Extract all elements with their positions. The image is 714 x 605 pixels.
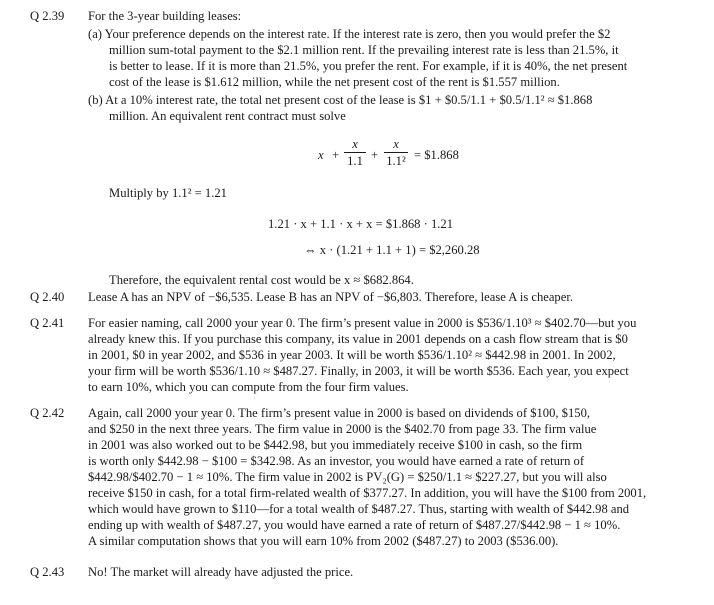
- eq1-numerator: x: [393, 137, 399, 151]
- eq1-numerator: x: [352, 137, 358, 151]
- question-label: Q 2.39: [30, 9, 65, 23]
- q239-conclusion: Therefore, the equivalent rental cost would be x ≈ $682.864.: [109, 273, 414, 287]
- q240-answer: Lease A has an NPV of −$6,535. Lease B has an NPV of −$6,803. Therefore, lease A is cheaper.: [88, 290, 573, 304]
- q241-line: already knew this. If you purchase this company, its value in 2001 depends on a cash flow stream that is $0: [88, 332, 628, 346]
- eq1-x: x: [318, 148, 324, 162]
- multiply-step: Multiply by 1.1² = 1.21: [109, 186, 227, 200]
- q239-a-line: (a) Your preference depends on the interest rate. If the interest rate is zero, then you would prefer the $2: [88, 27, 611, 41]
- q241-line: your firm will be worth $536/1.10 ≈ $487.27. Finally, in 2003, it will be worth $536. Each year, you expect: [88, 364, 629, 378]
- question-label: Q 2.43: [30, 565, 65, 579]
- q242-line: receive $150 in cash, for a total firm-related wealth of $377.27. In addition, you will have the $100 from 2001,: [88, 486, 647, 500]
- q239-intro: For the 3-year building leases:: [88, 9, 242, 23]
- q242-line: A similar computation shows that you will earn 10% from 2002 ($487.27) to 2003 ($536.00).: [88, 534, 559, 548]
- q239-a-line: is better to lease. If it is more than 21.5%, you prefer the rent. For example, if it is 40%, the net present: [109, 59, 628, 73]
- eq1-fraction-1: [344, 137, 366, 168]
- q242-line: is worth only $442.98 − $100 = $342.98. As an investor, you would have earned a rate of return of: [88, 454, 585, 468]
- q242-line: which would have grown to $110—for a total wealth of $487.27. Thus, starting with wealth of $442.98 and: [88, 502, 630, 516]
- q242-line: in 2001 was also worked out to be $442.98, but you immediately receive $100 in cash, so the firm: [88, 438, 583, 452]
- q243-answer: No! The market will already have adjusted the price.: [88, 565, 354, 579]
- q239-b-line: (b) At a 10% interest rate, the total net present cost of the lease is $1 + $0.5/1.1 + $0.5/1.1² ≈ $1.868: [88, 93, 593, 107]
- eq1-fraction-2: [384, 137, 408, 168]
- q242-line: Again, call 2000 your year 0. The firm’s present value in 2000 is based on dividends of $100, $150,: [88, 406, 591, 420]
- eq1-denominator: 1.1²: [386, 154, 406, 168]
- equation-2: 1.21 · x + 1.1 · x + x = $1.868 · 1.21: [268, 217, 454, 231]
- q242-line: $442.98/$402.70 − 1 ≈ 10%. The firm value in 2002 is PV₂(G) = $250/1.1 ≈ $227.27, but you will also: [88, 470, 607, 484]
- eq1-plus: +: [332, 148, 340, 162]
- q239-a-line: million sum-total payment to the $2.1 million rent. If the prevailing interest rate is less than 21.5%, it: [109, 43, 619, 57]
- question-label: Q 2.42: [30, 406, 65, 420]
- q241-line: to earn 10%, which you can compute from the four firm values.: [88, 380, 409, 394]
- question-label: Q 2.40: [30, 290, 65, 304]
- eq1-plus: +: [371, 148, 379, 162]
- question-label: Q 2.41: [30, 316, 65, 330]
- equation-3: ⇔ x · (1.21 + 1.1 + 1) = $2,260.28: [304, 243, 480, 257]
- q241-line: For easier naming, call 2000 your year 0. The firm’s present value in 2000 is $536/1.10³ ≈ $402.70—but you: [88, 316, 637, 330]
- q241-line: in 2001, $0 in year 2002, and $536 in year 2003. It will be worth $536/1.10² ≈ $442.98 in 2001. In 2002,: [88, 348, 616, 362]
- q242-line: ending up with wealth of $487.27, you would have earned a rate of return of $487.27/$442.98 − 1 ≈ 10%.: [88, 518, 621, 532]
- eq1-rhs: = $1.868: [414, 148, 459, 162]
- q239-a-line: cost of the lease is $1.612 million, while the net present cost of the rent is $1.557 million.: [109, 75, 560, 89]
- q239-b-line: million. An equivalent rent contract must solve: [109, 109, 346, 123]
- q242-line: and $250 in the next three years. The firm value in 2000 is the $402.70 from page 33. The firm value: [88, 422, 597, 436]
- eq1-denominator: 1.1: [347, 154, 363, 168]
